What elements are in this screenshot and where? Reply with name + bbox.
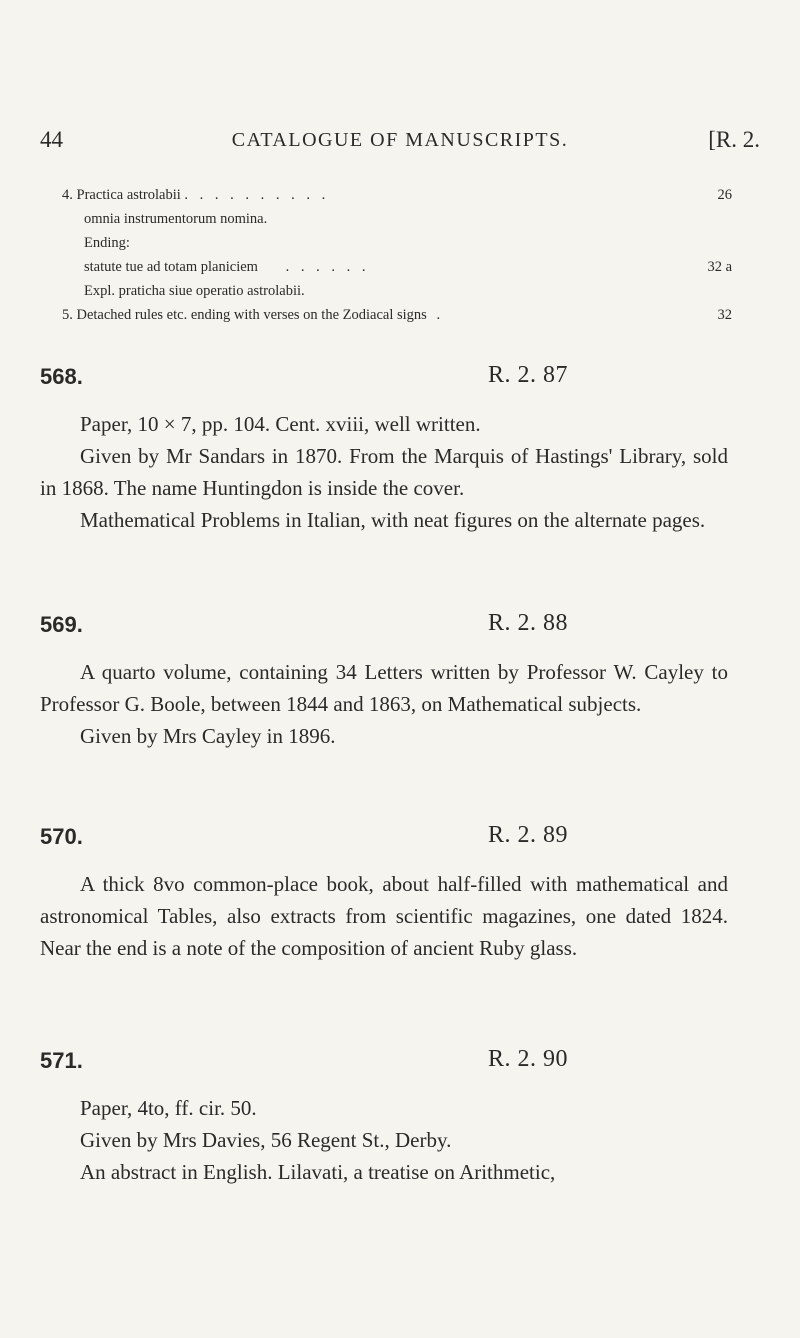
- contents-item: [62, 303, 732, 327]
- page-title: CATALOGUE OF MANUSCRIPTS.: [231, 129, 569, 151]
- contents-item-text: Ending:: [84, 235, 130, 251]
- contents-item-page: 26: [717, 187, 732, 203]
- contents-item: [62, 231, 732, 255]
- entry-shelfmark: R. 2. 88: [488, 610, 569, 636]
- catalogue-entry: [40, 822, 728, 964]
- entry-number: 569.: [40, 612, 83, 637]
- contents-item-text: statute tue ad totam planiciem: [84, 259, 258, 275]
- entry-heading: [40, 362, 728, 402]
- contents-item-text: 4. Practica astrolabii: [62, 187, 181, 203]
- contents-item-text: omnia instrumentorum nomina.: [84, 211, 268, 227]
- leader-dots: . . . . . . . . . .: [184, 187, 330, 203]
- entry-heading: [40, 610, 728, 650]
- entry-paragraph: Paper, 4to, ff. cir. 50.: [80, 1096, 257, 1120]
- entry-shelfmark: R. 2. 87: [488, 362, 569, 388]
- entry-number: 571.: [40, 1048, 83, 1073]
- entry-paragraph: Given by Mrs Davies, 56 Regent St., Derby.: [80, 1128, 452, 1152]
- entry-paragraph: Paper, 10 × 7, pp. 104. Cent. xviii, well written.: [80, 412, 481, 436]
- entry-paragraph: Given by Mr Sandars in 1870. From the Marquis of Hastings' Library, sold in 1868. The name Huntingdon is inside the cover.: [40, 444, 728, 500]
- entry-paragraph: Given by Mrs Cayley in 1896.: [80, 724, 336, 748]
- entry-heading: [40, 1046, 728, 1086]
- contents-item-page: 32: [717, 307, 732, 323]
- contents-item: [62, 207, 732, 231]
- catalogue-entry: [40, 1046, 728, 1188]
- contents-item-text: Expl. praticha siue operatio astrolabii.: [84, 283, 305, 299]
- entry-heading: [40, 822, 728, 862]
- leader-dots: . . . . . .: [285, 259, 370, 275]
- contents-item: [62, 279, 732, 303]
- entry-number: 570.: [40, 824, 83, 849]
- entry-paragraph: A quarto volume, containing 34 Letters written by Professor W. Cayley to Professor G. Boole, between 1844 and 1863, on Mathematical subjects.: [40, 660, 728, 716]
- section-reference: [R. 2.: [708, 127, 760, 152]
- entry-paragraph: Mathematical Problems in Italian, with neat figures on the alternate pages.: [80, 508, 706, 532]
- entry-shelfmark: R. 2. 90: [488, 1046, 569, 1072]
- contents-item: [62, 255, 732, 279]
- contents-item-text: 5. Detached rules etc. ending with verses on the Zodiacal signs: [62, 307, 427, 323]
- contents-item-page: 32 a: [707, 259, 732, 275]
- catalogue-entry: [40, 610, 728, 752]
- entry-number: 568.: [40, 364, 83, 389]
- entry-paragraph: An abstract in English. Lilavati, a treatise on Arithmetic,: [80, 1160, 556, 1184]
- running-header: [40, 127, 760, 167]
- catalogue-entry: [40, 362, 728, 536]
- entry-shelfmark: R. 2. 89: [488, 822, 569, 848]
- leader-dots: .: [436, 307, 445, 323]
- entry-paragraph: A thick 8vo common-place book, about half-filled with mathematical and astronomical Tables, also extracts from scientific magazines, one dated 1824. Near the end is a note of the composition of ancient Ruby glass.: [40, 872, 728, 960]
- contents-item: [62, 183, 732, 207]
- page-number: 44: [40, 127, 63, 152]
- contents-list: [62, 183, 732, 327]
